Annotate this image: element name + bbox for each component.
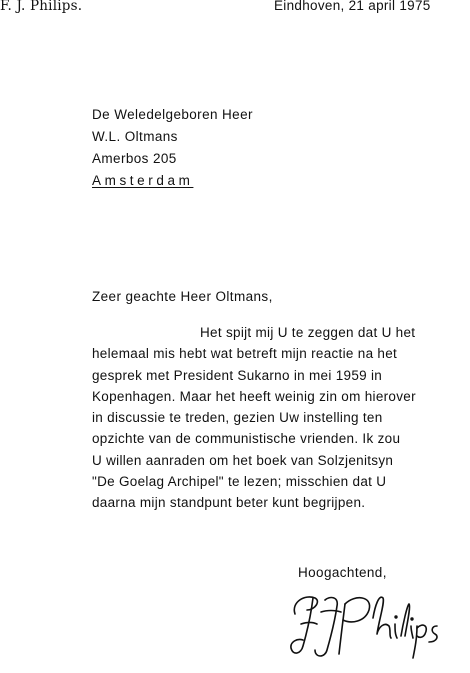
address-line-street: Amerbos 205 [92,151,177,166]
address-line-city: Amsterdam [92,173,194,188]
body-line: gesprek met President Sukarno in mei 1959 in [92,367,383,383]
closing: Hoogachtend, [298,565,387,580]
body-line: Het spijt mij U te zeggen dat U het [200,325,416,340]
address-line-title: De Weledelgeboren Heer [92,107,253,122]
body-line: "De Goelag Archipel" te lezen; misschien dat U [92,474,387,490]
body-line: U willen aanraden om het boek van Solzjenitsyn [92,452,394,468]
letterhead-sender-name: F. J. Philips. [0,0,83,14]
body-line: Kopenhagen. Maar het heeft weinig zin om hierover [92,388,416,404]
body-line: helemaal mis hebt wat betreft mijn reactie na het [92,346,398,362]
address-line-name: W.L. Oltmans [92,129,178,144]
salutation: Zeer geachte Heer Oltmans, [92,289,273,304]
letter-body [92,322,422,514]
body-line: in discussie te treden, gezien Uw instelling ten [92,410,383,426]
place-and-date: Eindhoven, 21 april 1975 [274,0,431,13]
body-line: daarna mijn standpunt beter kunt begrijpen. [92,495,366,511]
handwritten-signature [285,584,445,666]
body-line: opzichte van de communistische vrienden. Ik zou [92,431,401,447]
recipient-address [92,104,253,192]
